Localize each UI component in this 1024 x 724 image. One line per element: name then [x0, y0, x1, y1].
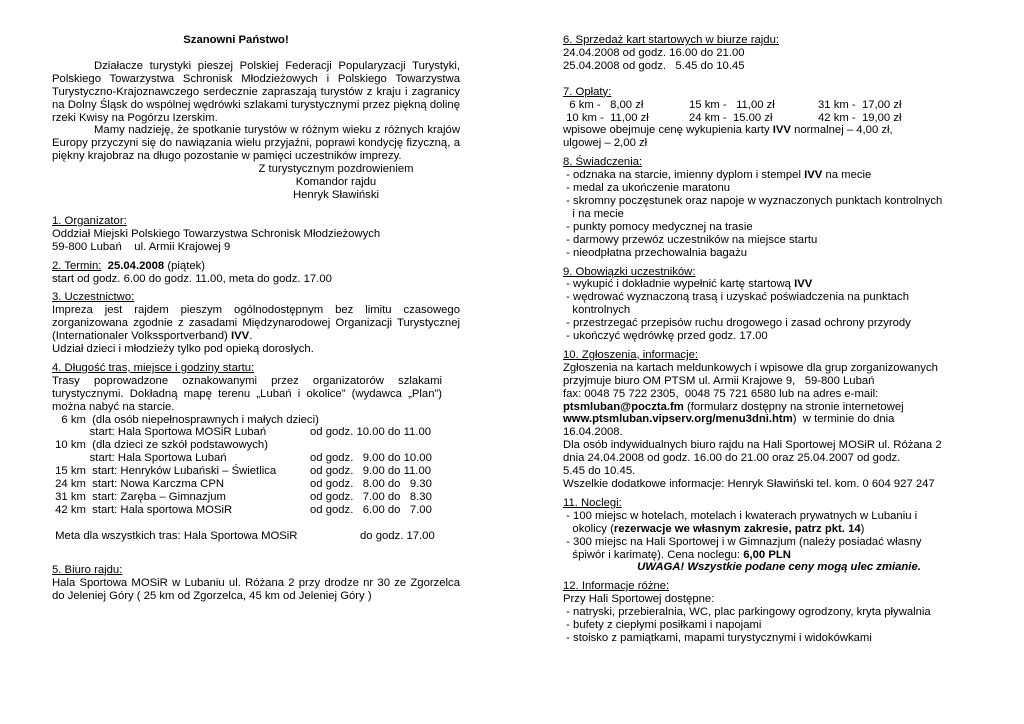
fees-table [563, 99, 975, 125]
finish-time: do godz. 17.00 [360, 529, 435, 542]
benefit-item-post: na mecie [822, 169, 872, 182]
fee-cell: 24 km - 15.00 zł [689, 111, 773, 124]
route-row [52, 439, 460, 452]
price-warning: UWAGA! Wszystkie podane ceny mogą ulec zmianie. [637, 561, 921, 574]
section-office-title: 5. Biuro rajdu: [52, 563, 123, 576]
contact-email-line [563, 401, 975, 414]
benefit-item: i na mecie [563, 207, 624, 220]
participation-text [52, 304, 460, 343]
fees-note-reduced: ulgowej – 2,00 zł [563, 137, 648, 150]
duty-item: - przestrzegać przepisów ruchu drogowego i zasad ochrony przyrody [563, 317, 911, 330]
contact-line: Wszelkie dodatkowe informacje: Henryk Sławiński tel. kom. 0 604 927 247 [563, 478, 935, 490]
routes-intro: Trasy poprowadzone oznakowanymi przez organizatorów szlakami turystycznymi. Dokładną mapę terenu „Lubań i okolice” (wydawca „Plan”) można nabyć na starcie. [52, 374, 442, 413]
route-start-time: od godz. 9.00 do 10.00 [310, 452, 432, 465]
benefit-item: - punkty pomocy medycznej na trasie [563, 220, 753, 233]
route-row [52, 426, 460, 439]
route-row [52, 414, 460, 427]
benefit-item: - nieodpłatna przechowalnia bagażu [563, 246, 748, 259]
section-lodging-title: 11. Noclegi: [563, 496, 622, 509]
participation-ivv: IVV [230, 330, 250, 343]
lodging-item [563, 523, 975, 536]
intro-paragraph-2: Mamy nadzieję, że spotkanie turystów w różnym wieku z różnych krajów Europy przyczyni się do nawiązania wielu przyjaźni, poprawi kondycję fizyczną, a piękny krajobraz na długo pozostanie w pamięci uczestników imprezy. [52, 124, 460, 163]
left-column [52, 34, 460, 602]
right-column [563, 34, 975, 645]
fees-note-ivv: IVV [772, 124, 791, 137]
signature-role: Komandor rajdu [295, 176, 377, 189]
lodging-price-label: śpiwór i karimatę). Cena noclegu: [563, 548, 744, 561]
benefit-item: - skromny poczęstunek oraz napoje w wyznaczonych punktach kontrolnych [563, 194, 943, 207]
duty-item: - wędrować wyznaczoną trasą i uzyskać poświadczenia na punktach [563, 291, 909, 304]
fee-cell: 10 km - 11,00 zł [563, 111, 649, 124]
organizer-name: Oddział Miejski Polskiego Towarzystwa Schronisk Młodzieżowych [52, 227, 381, 240]
lodging-item: - 100 miejsc w hotelach, motelach i kwaterach prywatnych w Lubaniu i [563, 509, 918, 522]
contact-web-line [563, 413, 975, 426]
cards-sale-day-1: 24.04.2008 od godz. 16.00 do 21.00 [563, 46, 745, 59]
section-fees-title: 7. Opłaty: [563, 85, 612, 98]
section-duties-title: 9. Obowiązki uczestników: [563, 265, 696, 278]
route-row [52, 465, 460, 478]
duty-item [563, 278, 975, 291]
cards-sale-day-2: 25.04.2008 od godz. 5.45 do 10.45 [563, 59, 745, 72]
lodging-reservation-note: rezerwacje we własnym zakresie, patrz pkt. 14 [613, 522, 861, 535]
contact-line: Zgłoszenia na kartach meldunkowych i wpisowe dla grup zorganizowanych [563, 361, 938, 374]
lodging-item: - 300 miejsc na Hali Sportowej i w Gimnazjum (należy posiadać własny [563, 535, 922, 548]
contact-line: 5.45 do 10.45. [563, 465, 636, 478]
event-day: (piątek) [164, 259, 206, 272]
route-start-time: od godz. 10.00 do 11.00 [310, 426, 432, 439]
misc-line: Przy Hali Sportowej dostępne: [563, 593, 715, 606]
participation-body: Impreza jest rajdem pieszym ogólnodostępnym bez limitu czasowego zorganizowana zgodnie z zasadami Międzynarodowej Organizacji Turystycznej (Internationaler Volkssportverband) [52, 304, 460, 343]
participation-dot: . [249, 330, 253, 343]
section-date-title: 2. Termin: [52, 259, 102, 272]
duty-item: - ukończyć wędrówkę przed godz. 17.00 [563, 330, 768, 343]
route-description: 24 km start: Nowa Karczma CPN [52, 478, 225, 491]
section-date [52, 260, 460, 273]
misc-item: - bufety z ciepłymi posiłkami i napojami [563, 619, 762, 632]
route-row [52, 452, 460, 465]
section-routes-title: 4. Długość tras, miejsce i godziny startu: [52, 361, 255, 374]
contact-line: 16.04.2008. [563, 426, 623, 439]
section-contact-title: 10. Zgłoszenia, informacje: [563, 348, 699, 361]
route-description: start: Hala Sportowa Lubań [52, 452, 227, 465]
contact-line: Dla osób indywidualnych biuro rajdu na Hali Sportowej MOSiR ul. Różana 2 [563, 439, 942, 452]
lodging-item-post: ) [860, 522, 865, 535]
route-description: 31 km start: Zaręba – Gimnazjum [52, 491, 226, 503]
route-row [52, 478, 460, 491]
routes-finish [52, 530, 460, 543]
fee-row [563, 112, 975, 125]
organizer-address: 59-800 Lubań ul. Armii Krajowej 9 [52, 240, 231, 253]
duty-item-pre: - wykupić i dokładnie wypełnić kartę startową [563, 278, 795, 291]
fees-note-post: normalnej – 4,00 zł, [790, 124, 893, 137]
route-description: 15 km start: Henryków Lubański – Świetlica [52, 465, 277, 478]
fee-cell: 42 km - 19,00 zł [818, 111, 902, 124]
signature-block [52, 163, 460, 202]
section-participation-title: 3. Uczestnictwo: [52, 291, 135, 304]
fee-row [563, 99, 975, 112]
section-benefits-title: 8. Świadczenia: [563, 156, 643, 169]
benefit-item-pre: - odznaka na starcie, imienny dyplom i stempel [563, 169, 805, 182]
route-start-time: od godz. 6.00 do 7.00 [310, 503, 432, 516]
signature-name: Henryk Sławiński [292, 188, 379, 201]
fees-note-pre: wpisowe obejmuje cenę wykupienia karty [563, 124, 773, 137]
lodging-price: 6,00 PLN [743, 548, 791, 561]
duty-item: kontrolnych [563, 304, 631, 317]
contact-email[interactable]: ptsmluban@poczta.fm [563, 400, 684, 413]
route-row [52, 504, 460, 517]
greeting: Szanowni Państwo! [183, 34, 289, 46]
contact-line: dnia 24.04.2008 od godz. 16.00 do 21.00 oraz 25.04.2007 od godz. [563, 452, 901, 465]
route-start-time: od godz. 7.00 do 8.30 [310, 491, 432, 503]
start-times: start od godz. 6.00 do godz. 11.00, meta do godz. 17.00 [52, 272, 332, 285]
fee-cell: 31 km - 17,00 zł [818, 98, 902, 111]
event-date: 25.04.2008 [107, 259, 165, 272]
duty-item-ivv: IVV [794, 278, 813, 291]
misc-item: - stoisko z pamiątkami, mapami turystycznymi i widokówkami [563, 631, 872, 644]
contact-deadline: ) w terminie do dnia [792, 413, 895, 426]
fees-note [563, 124, 975, 137]
route-start-time: od godz. 9.00 do 11.00 [310, 465, 432, 478]
benefit-item-ivv: IVV [804, 169, 823, 182]
section-organizer-title: 1. Organizator: [52, 214, 127, 227]
contact-website[interactable]: www.ptsmluban.vipserv.org/menu3dni.htm [563, 413, 793, 426]
contact-email-note: (formularz dostępny na stronie internetowej [683, 400, 904, 413]
section-misc-title: 12. Informacje różne: [563, 580, 670, 593]
contact-line: przyjmuje biuro OM PTSM ul. Armii Krajowe 9, 59-800 Lubań [563, 374, 875, 387]
route-start-time: od godz. 8.00 do 9.30 [310, 478, 432, 491]
route-description: 6 km (dla osób niepełnosprawnych i małych dzieci) [52, 413, 319, 426]
office-address: Hala Sportowa MOSiR w Lubaniu ul. Różana 2 przy drodze nr 30 ze Zgorzelca do Jeleniej Góry ( 25 km od Zgorzelca, 45 km od Jeleniej Góry ) [52, 576, 460, 602]
fee-cell: 15 km - 11,00 zł [689, 98, 775, 111]
benefit-item: - darmowy przewóz uczestników na miejsce startu [563, 233, 818, 246]
route-description: start: Hala Sportowa MOSiR Lubań [52, 426, 267, 439]
contact-line: fax: 0048 75 722 2305, 0048 75 721 6580 lub na adres e-mail: [563, 387, 879, 400]
route-description: 42 km start: Hala sportowa MOSiR [52, 503, 233, 516]
misc-item: - natryski, przebieralnia, WC, plac parkingowy ogrodzony, kryta pływalnia [563, 606, 931, 619]
closing-line: Z turystycznym pozdrowieniem [258, 163, 414, 176]
section-cards-title: 6. Sprzedaż kart startowych w biurze rajdu: [563, 34, 779, 46]
route-row [52, 491, 460, 504]
intro-paragraph-1: Działacze turystyki pieszej Polskiej Federacji Popularyzacji Turystyki, Polskiego Towarzystwa Schronisk Młodzieżowych i Polskiego Towarzystwa Turystyczno-Krajoznawczego serdecznie zapraszają turystów z kraju i zagranicy na Dolny Śląsk do wspólnej wędrówki szlakami turystycznymi przez piękną dolinę rzeki Kwisy na Pogórzu Izerskim. [52, 59, 460, 124]
benefit-item: - medal za ukończenie maratonu [563, 182, 731, 195]
benefit-item [563, 169, 975, 182]
routes-table [52, 414, 460, 517]
lodging-item-pre: okolicy ( [563, 522, 614, 535]
lodging-item [563, 549, 975, 562]
participation-note: Udział dzieci i młodzieży tylko pod opieką dorosłych. [52, 343, 314, 356]
finish-location: Meta dla wszystkich tras: Hala Sportowa MOSiR [52, 529, 298, 542]
fee-cell: 6 km - 8,00 zł [563, 98, 644, 111]
route-description: 10 km (dla dzieci ze szkół podstawowych) [52, 439, 268, 452]
